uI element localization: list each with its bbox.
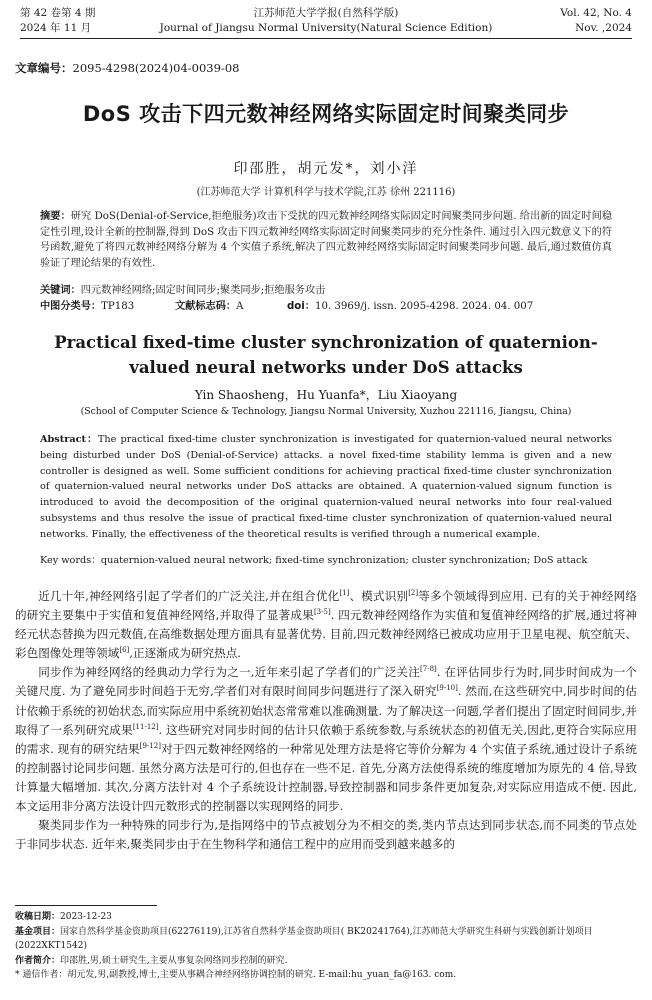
affiliation-en: (School of Computer Science & Technology, Jiangsu Normal University, Xuzhou 221116, Jiangsu, China): [80, 406, 572, 417]
footnote-rule: [15, 905, 157, 906]
body-text-run: 近几十年,神经网络引起了学者们的广泛关注,并在组合优化: [38, 589, 340, 603]
article-number: [15, 60, 239, 76]
body-text-run: . 然而,在这些研究中,同步时间的估计依赖于系统的初始状态,而实际应用中系统初始状态常常难以准确测量. 为了解决这一问题,学者们提出了固定时间同步,并取得了一系列研究成果: [15, 684, 637, 737]
body-paragraph-2: [15, 663, 637, 816]
bio-value: 印邵胜,男,硕士研究生,主要从事复杂网络同步控制的研究.: [60, 955, 288, 966]
date-cn: 2024 年 11 月: [20, 22, 92, 34]
abstract-cn: [40, 209, 612, 271]
abstract-cn-text: 研究 DoS(Denial-of-Service,拒绝服务)攻击下受扰的四元数神经网络实际固定时间聚类同步问题. 给出新的固定时间稳定性引理,设计全新的控制器,得到 DoS 攻击下四元数神经网络实际固定时间聚类同步的充分性条件. 通过引入四元数意义下的符号函数,避免了将四元数神经网络分解为 4 个实值子系统,解决了四元数神经网络实际固定时间聚类同步问题. 最后,通过数值仿真验证了理论结果的有效性.: [40, 211, 613, 269]
body-paragraph-3: 聚类同步作为一种特殊的同步行为,是指网络中的节点被划分为不相交的类,类内节点达到同步状态,而不同类的节点处于非同步状态. 近年来,聚类同步由于在生物科学和通信工程中的应用而受到越来越多的: [15, 818, 637, 852]
affiliation-cn: (江苏师范大学 计算机科学与技术学院,江苏 徐州 221116): [196, 187, 456, 198]
body-text: [15, 587, 637, 854]
body-text-run: 同步作为神经网络的经典动力学行为之一,近年来引起了学者们的广泛关注: [38, 665, 421, 680]
keywords-en-text: quaternion-valued neural network; fixed-time synchronization; cluster synchronization; DoS attack: [100, 555, 588, 566]
journal-cn: 江苏师范大学学报(自然科学版): [253, 7, 399, 19]
body-text-run: . 这些研究对同步时间的估计只依赖于系统参数,与系统状态的初值无关,因此,更符合实际应用的需求. 现有的研究结果: [15, 722, 637, 756]
clc-value: TP183: [101, 301, 135, 312]
volume-en: Vol. 42, No. 4: [560, 7, 632, 19]
journal-en: Journal of Jiangsu Normal University(Natural Science Edition): [159, 22, 493, 34]
keywords-en-label: Key words：: [40, 555, 101, 566]
clc-label: 中图分类号：: [40, 301, 102, 312]
corr-label: * 通信作者：: [15, 970, 68, 981]
keywords-en: [40, 552, 612, 566]
fund-value: 国家自然科学基金资助项目(62276119),江苏省自然科学基金资助项目( BK20241764),江苏师范大学研究生科研与实践创新计划项目(2022XKT1542): [15, 926, 593, 952]
footnote-received: [15, 910, 637, 925]
classification-line: [40, 297, 612, 312]
keywords-cn: [40, 281, 612, 296]
doi-item: [287, 297, 533, 312]
body-text-run: ,正逐渐成为研究热点.: [129, 646, 241, 661]
fund-label: 基金项目：: [15, 926, 61, 937]
body-text-run: 等多个领域得到应用. 已有的关于神经网络的研究主要集中于实值和复值神经网络,并取得了显著成果: [15, 589, 637, 623]
received-value: 2023-12-23: [60, 912, 112, 922]
citation: [9-12]: [139, 741, 161, 750]
keywords-cn-text: 四元数神经网络;固定时间同步;聚类同步;拒绝服务攻击: [80, 285, 326, 296]
volume-cn: 第 42 卷第 4 期: [20, 7, 96, 19]
footnotes: [15, 910, 637, 983]
date-en: Nov. ,2024: [575, 22, 632, 34]
bio-label: 作者简介：: [15, 955, 61, 966]
citation: [6]: [119, 646, 130, 655]
corr-value: 胡元发,男,副教授,博士,主要从事耦合神经网络协调控制的研究. E-mail:hu_yuan_fa@163. com.: [67, 970, 457, 981]
article-number-value: 2095-4298(2024)04-0039-08: [72, 61, 240, 75]
citation: [11-12]: [132, 722, 159, 731]
clc-item: [40, 297, 175, 312]
running-header: [20, 6, 632, 38]
citation: [9-10]: [436, 684, 458, 693]
body-paragraph-1: [15, 587, 637, 663]
body-text-run: 、模式识别: [349, 589, 409, 603]
body-text-run: . 四元数神经网络作为实值和复值神经网络的扩展,通过将神经元状态替换为四元数值,在高维数据处理方面具有显著优势. 目前,四元数神经网络已被成功应用于卫星电视、航空航天、彩色图像处理等领域: [15, 608, 638, 661]
article-number-label: 文章编号：: [15, 61, 73, 75]
abstract-en-text: The practical fixed-time cluster synchronization is investigated for quaternion-valued neural networks being disturbed under DoS (Denial-of-Service) attacks. a novel fixed-time stability lemma is given and a new controller is designed as well. Some sufficient conditions for achieving practical fixed-time cluster synchronization of quaternion-valued neural networks under DoS attacks are obtained. A quaternion-valued signum function is introduced to avoid the decomposition of the original quaternion-valued neural networks into four real-valued subsystems and thus resolve the issue of practical fixed-time cluster synchronization of quaternion-valued neural networks. Finally, the effectiveness of the theoretical results is verified through a numerical example.: [40, 434, 612, 540]
doc-code-value: A: [236, 301, 244, 312]
doi-value: 10. 3969/j. issn. 2095-4298. 2024. 04. 007: [314, 301, 534, 312]
citation: [2]: [408, 589, 419, 598]
authors-cn: 印邵胜，胡元发*，刘小洋: [233, 161, 419, 177]
title-cn: DoS 攻击下四元数神经网络实际固定时间聚类同步: [82, 102, 570, 126]
received-label: 收稿日期：: [15, 912, 61, 922]
footnote-fund: [15, 925, 637, 954]
doc-code-label: 文献标志码：: [175, 301, 237, 312]
header-right: [560, 6, 632, 36]
header-rule: [20, 38, 632, 39]
body-text-run: 对于四元数神经网络的一种常见处理方法是将它等价分解为 4 个实值子系统,通过设计子系统的控制器讨论同步问题. 虽然分离方法是可行的,但也存在一些不足. 首先,分离方法使得系统的维度增加为原先的 4 倍,导致计算量大幅增加. 其次,分离方法针对 4 个子系统设计控制器,导致控制器和同步条件更加复杂,对实际应用造成不便. 因此,本文运用非分离方法设计四元数形式的控制器以实现网络的同步.: [15, 741, 638, 814]
footnote-corresponding: [15, 968, 637, 983]
abstract-en-label: Abstract：: [40, 434, 98, 445]
title-en: Practical fixed-time cluster synchronization of quaternion-valued neural networks under DoS attacks: [54, 333, 598, 377]
citation: [7-8]: [420, 665, 437, 674]
doi-label: doi：: [287, 301, 315, 312]
abstract-en: [40, 432, 612, 543]
citation: [3-5]: [313, 608, 331, 617]
keywords-cn-label: 关键词：: [40, 285, 81, 296]
citation: [1]: [339, 589, 350, 598]
body-text-run: . 在评估同步行为时,同步时间成为一个关键尺度. 为了避免同步时间趋于无穷,学者们对有限时间同步问题进行了深入研究: [15, 665, 637, 699]
header-center: [20, 6, 632, 36]
doc-code-item: [175, 297, 287, 312]
authors-en: Yin Shaosheng，Hu Yuanfa*，Liu Xiaoyang: [194, 388, 458, 402]
abstract-cn-label: 摘要：: [40, 211, 71, 222]
footnote-bio: [15, 954, 637, 969]
